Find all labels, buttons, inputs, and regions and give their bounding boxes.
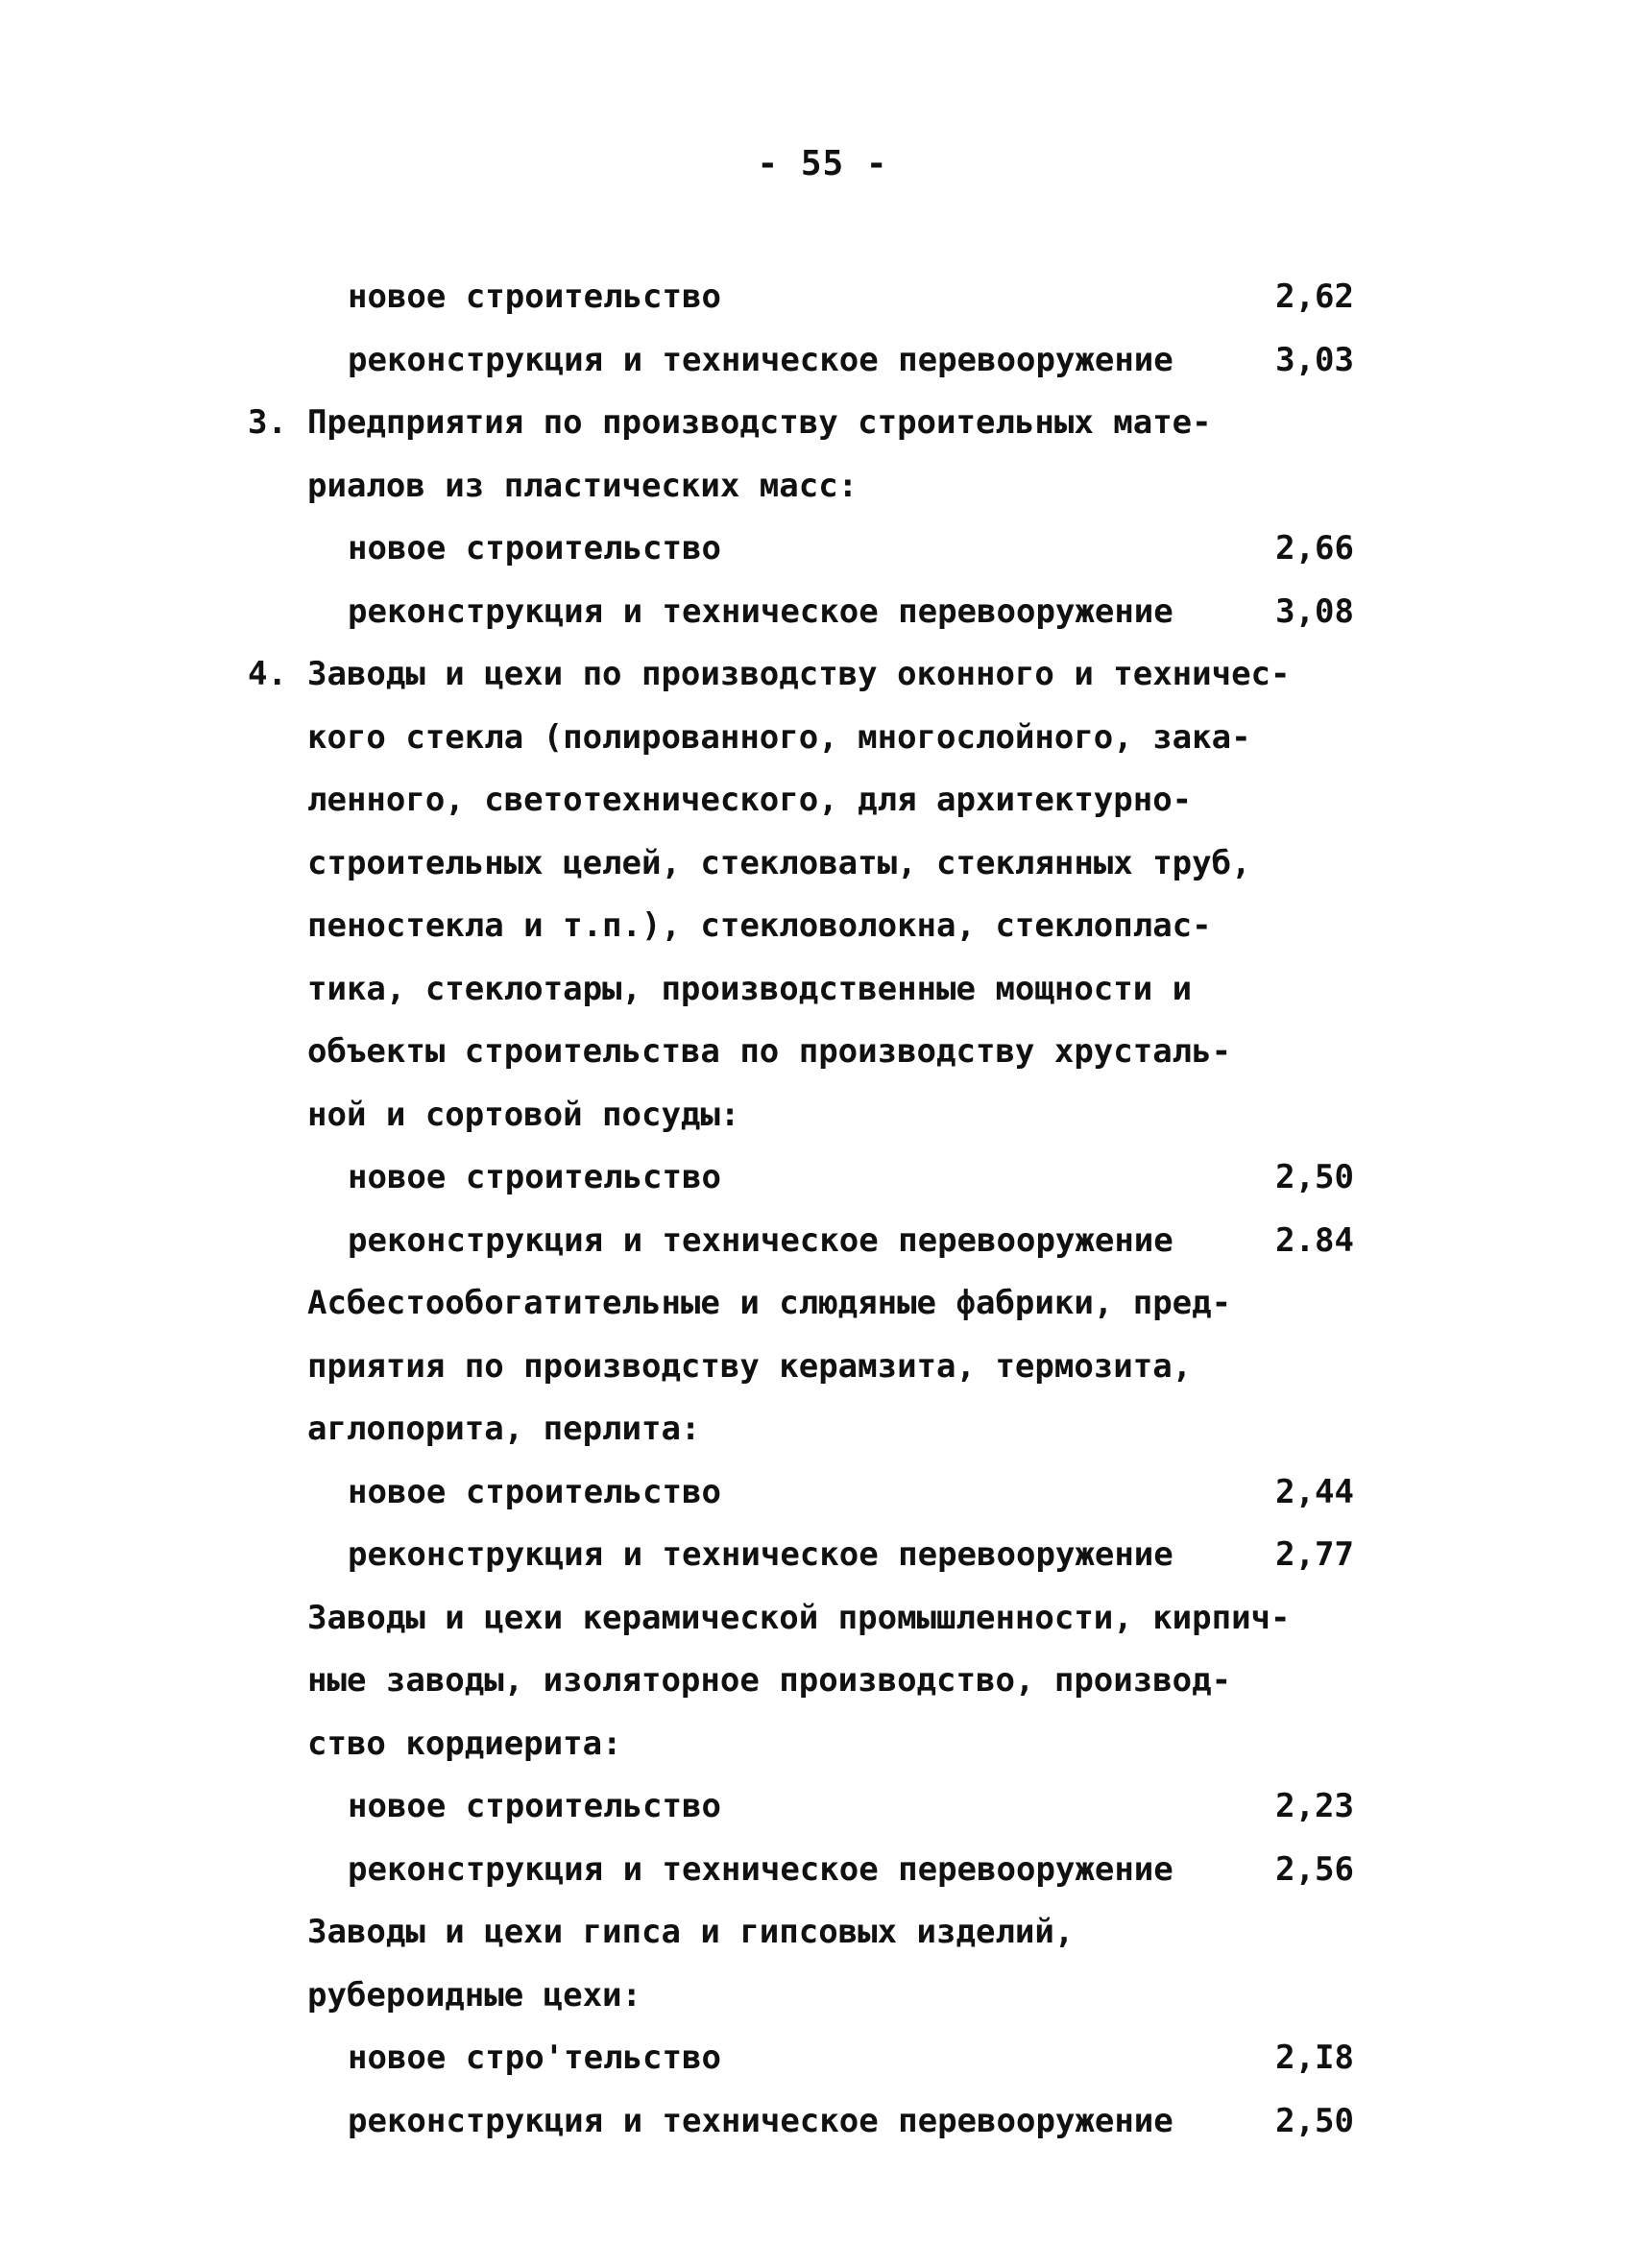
subitem-line bbox=[0, 334, 1645, 398]
text-line bbox=[0, 900, 1645, 963]
line-text: кого стекла (полированного, многослойного, зака- bbox=[307, 717, 1251, 757]
subitem-line bbox=[0, 522, 1645, 586]
line-text: объекты строительства по производству хрусталь- bbox=[307, 1032, 1232, 1071]
text-line bbox=[0, 1089, 1645, 1152]
line-text: реконструкция и техническое перевооружение bbox=[348, 1220, 1173, 1260]
line-text: Заводы и цехи по производству оконного и техничес- bbox=[307, 655, 1291, 693]
text-line bbox=[0, 460, 1645, 523]
line-text: пеностекла и т.п.), стекловолокна, стеклоплас- bbox=[307, 906, 1212, 945]
line-text: новое строительство bbox=[348, 1787, 721, 1825]
subitem-line bbox=[0, 2032, 1645, 2095]
line-text: ные заводы, изоляторное производство, производ- bbox=[307, 1661, 1232, 1700]
subitem-line bbox=[0, 2095, 1645, 2159]
line-text: ство кордиерита: bbox=[307, 1724, 622, 1763]
line-text: реконструкция и техническое перевооружение bbox=[348, 1849, 1173, 1889]
line-text: тика, стеклотары, производственные мощности и bbox=[307, 969, 1193, 1008]
numbered-item-line bbox=[0, 397, 1645, 460]
coefficient-value: 2,50 bbox=[1275, 2101, 1354, 2140]
subitem-line bbox=[0, 1215, 1645, 1278]
text-line bbox=[0, 1906, 1645, 1969]
coefficient-value: 2,I8 bbox=[1275, 2039, 1354, 2077]
line-text: новое строительство bbox=[348, 1472, 721, 1511]
line-text: Предприятия по производству строительных мате- bbox=[307, 403, 1212, 442]
line-text: Заводы и цехи гипса и гипсовых изделий, bbox=[307, 1913, 1075, 1951]
line-text: Асбестообогатительные и слюдяные фабрики, пред- bbox=[307, 1284, 1232, 1322]
line-text: Заводы и цехи керамической промышленности, кирпич- bbox=[307, 1598, 1291, 1637]
text-line bbox=[0, 774, 1645, 837]
line-text: ленного, светотехнического, для архитектурно- bbox=[307, 781, 1193, 819]
document-body bbox=[0, 271, 1645, 2158]
coefficient-value: 3,08 bbox=[1275, 591, 1354, 631]
line-text: новое строительство bbox=[348, 529, 721, 567]
coefficient-value: 2,50 bbox=[1275, 1158, 1354, 1196]
line-text: реконструкция и техническое перевооружение bbox=[348, 591, 1173, 631]
subitem-line bbox=[0, 1466, 1645, 1530]
coefficient-value: 2,77 bbox=[1275, 1535, 1354, 1574]
line-text: строительных целей, стекловаты, стеклянных труб, bbox=[307, 843, 1251, 882]
text-line bbox=[0, 1277, 1645, 1340]
text-line bbox=[0, 837, 1645, 901]
item-number: 3. bbox=[248, 403, 287, 442]
text-line bbox=[0, 1718, 1645, 1781]
coefficient-value: 2,66 bbox=[1275, 529, 1354, 567]
coefficient-value: 3,03 bbox=[1275, 340, 1354, 379]
line-text: новое стро'тельство bbox=[348, 2039, 721, 2077]
line-text: реконструкция и техническое перевооружение bbox=[348, 2101, 1173, 2140]
line-text: рубероидные цехи: bbox=[307, 1975, 641, 2015]
line-text: новое строительство bbox=[348, 277, 721, 316]
line-text: аглопорита, перлита: bbox=[307, 1410, 701, 1448]
subitem-line bbox=[0, 1529, 1645, 1592]
text-line bbox=[0, 1592, 1645, 1655]
coefficient-value: 2.84 bbox=[1275, 1220, 1354, 1260]
line-text: ной и сортовой посуды: bbox=[307, 1095, 740, 1134]
line-text: новое строительство bbox=[348, 1158, 721, 1196]
text-line bbox=[0, 1403, 1645, 1466]
text-line bbox=[0, 1969, 1645, 2033]
coefficient-value: 2,62 bbox=[1275, 277, 1354, 316]
text-line bbox=[0, 1654, 1645, 1718]
line-text: реконструкция и техническое перевооружение bbox=[348, 1535, 1173, 1574]
text-line bbox=[0, 1340, 1645, 1404]
text-line bbox=[0, 963, 1645, 1026]
text-line bbox=[0, 712, 1645, 775]
text-line bbox=[0, 1025, 1645, 1089]
page-number: - 55 - bbox=[757, 144, 888, 183]
line-text: риалов из пластических масс: bbox=[307, 466, 859, 505]
subitem-line bbox=[0, 271, 1645, 334]
line-text: приятия по производству керамзита, термозита, bbox=[307, 1346, 1193, 1386]
coefficient-value: 2,44 bbox=[1275, 1472, 1354, 1511]
subitem-line bbox=[0, 1844, 1645, 1907]
coefficient-value: 2,23 bbox=[1275, 1787, 1354, 1825]
line-text: реконструкция и техническое перевооружение bbox=[348, 340, 1173, 379]
subitem-line bbox=[0, 1780, 1645, 1844]
subitem-line bbox=[0, 586, 1645, 649]
item-number: 4. bbox=[248, 655, 287, 693]
coefficient-value: 2,56 bbox=[1275, 1849, 1354, 1889]
subitem-line bbox=[0, 1151, 1645, 1215]
numbered-item-line bbox=[0, 648, 1645, 712]
